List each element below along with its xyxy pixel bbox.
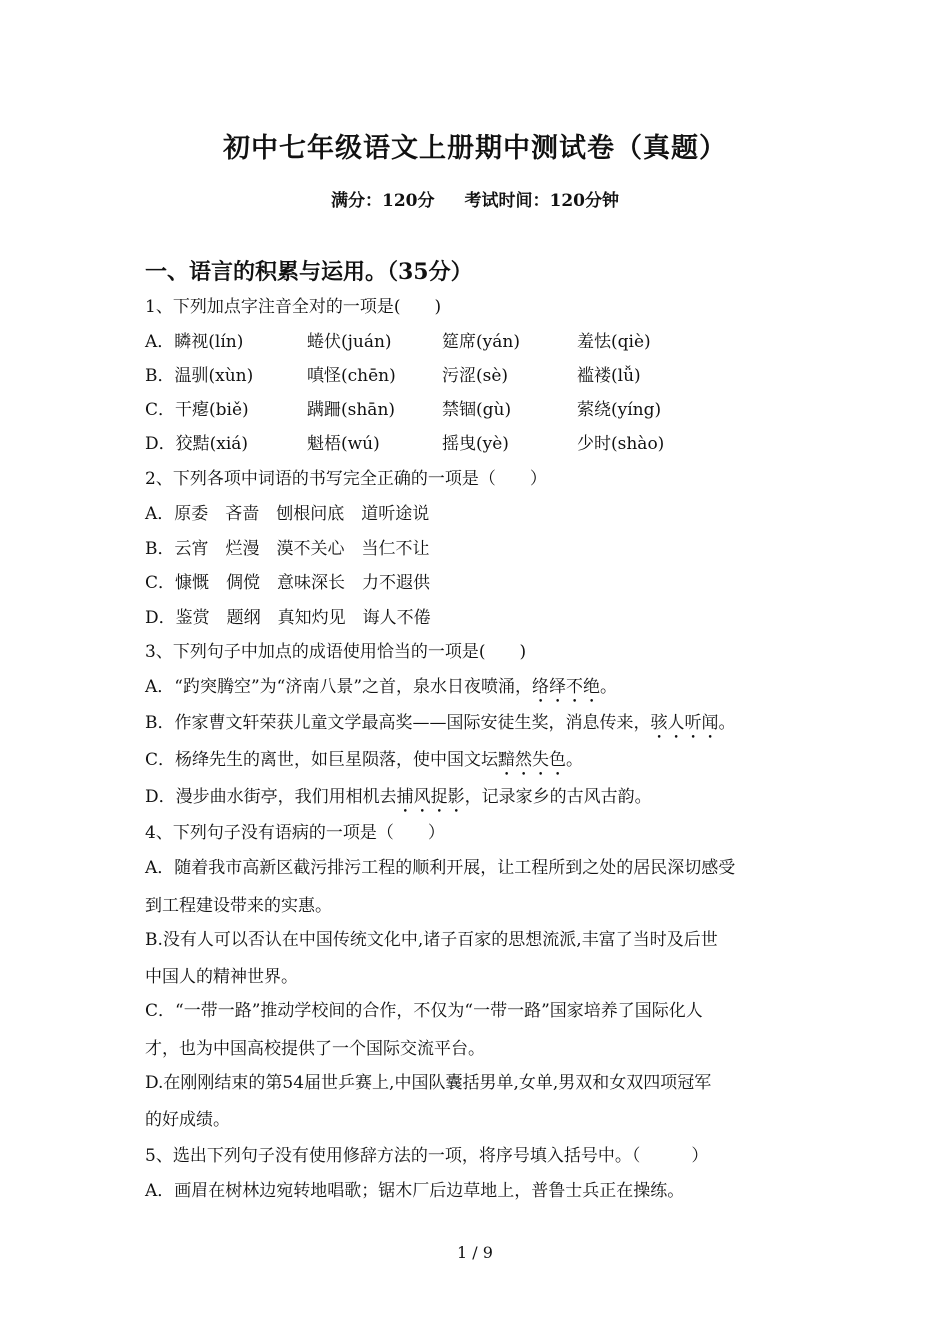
q3-stem: 3、下列句子中加点的成语使用恰当的一项是( ) [145,642,527,662]
q1-a-2: 蜷伏(juán) [307,332,392,352]
exam-time: 考试时间：120分钟 [464,191,619,211]
q1-b-4: 褴褛(lǚ) [577,366,641,386]
q2-stem: 2、下列各项中词语的书写完全正确的一项是（ ） [145,469,547,489]
q3-b-text: B．作家曹文轩荣获儿童文学最高奖——国际安徒生奖，消息传来， [145,713,651,733]
q3-d-idiom: 捕风捉影 [396,787,465,807]
q1-a-3: 筵席(yán) [442,332,520,352]
q3-option-b [145,711,736,743]
q2-option-d: D．鉴赏 题纲 真知灼见 诲人不倦 [145,608,431,628]
q1-option-c [145,398,712,422]
q1-c-2: 蹒跚(shān) [307,400,396,420]
section-heading: 一、语言的积累与运用。（35分） [145,259,473,285]
q2-option-c: C．慷慨 倜傥 意味深长 力不遐供 [145,573,431,593]
page-title: 初中七年级语文上册期中测试卷（真题） [223,133,727,164]
q1-c-3: 禁锢(gù) [442,400,512,420]
q3-option-d [145,785,652,817]
q3-a-end: 。 [600,677,618,697]
q1-c-4: 萦绕(yíng) [577,400,662,420]
page-number: 1 / 9 [457,1243,493,1262]
q1-option-b [145,364,712,388]
q4-option-a-line2: 到工程建设带来的实惠。 [145,896,332,916]
q1-b-3: 污涩(sè) [442,366,509,386]
q1-a-4: 羞怯(qiè) [577,332,651,352]
q4-option-b-line2: 中国人的精神世界。 [145,967,298,987]
q3-c-text: C．杨绛先生的离世，如巨星陨落，使中国文坛 [145,750,499,770]
q1-option-a [145,330,712,354]
q1-d-4: 少时(shào) [577,434,665,454]
q1-option-d [145,432,712,456]
q1-d-1: D．狡黠(xiá) [145,434,249,454]
q4-option-a-line1: A．随着我市高新区截污排污工程的顺利开展，让工程所到之处的居民深切感受 [145,858,736,878]
full-score: 满分：120分 [331,191,435,211]
q3-a-text: A．“趵突腾空”为“济南八景”之首，泉水日夜喷涌， [145,677,533,697]
q2-option-a: A．原委 吝啬 刨根问底 道听途说 [145,504,430,524]
q1-a-1: A．瞵视(lín) [145,332,244,352]
q3-d-text: D．漫步曲水街亭，我们用相机去 [145,787,397,807]
q5-stem: 5、选出下列句子没有使用修辞方法的一项，将序号填入括号中。（ ） [145,1146,709,1166]
q3-c-idiom: 黯然失色 [498,750,567,770]
q4-option-d-line2: 的好成绩。 [145,1110,230,1130]
q4-option-d-line1: D.在刚刚结束的第54届世乒赛上,中国队囊括男单,女单,男双和女双四项冠军 [145,1073,712,1093]
q3-option-a [145,675,617,707]
q2-option-b: B．云宵 烂漫 漠不关心 当仁不让 [145,539,430,559]
q5-option-a: A．画眉在树林边宛转地唱歌；锯木厂后边草地上，普鲁士兵正在操练。 [145,1181,685,1201]
q1-d-3: 摇曳(yè) [442,434,509,454]
q3-b-end: 。 [718,713,736,733]
q3-b-idiom: 骇人听闻 [650,713,719,733]
q1-b-1: B．温驯(xùn) [145,366,254,386]
q4-option-c-line1: C．“一带一路”推动学校间的合作，不仅为“一带一路”国家培养了国际化人 [145,1001,703,1021]
q3-a-idiom: 络绎不绝 [532,677,601,697]
q1-b-2: 嗔怪(chēn) [307,366,396,386]
q4-option-b-line1: B.没有人可以否认在中国传统文化中,诸子百家的思想流派,丰富了当时及后世 [145,930,718,950]
q1-stem: 1、下列加点字注音全对的一项是( ) [145,297,442,317]
q3-c-end: 。 [566,750,584,770]
exam-info [0,186,950,211]
q1-c-1: C．干瘪(biě) [145,400,249,420]
q4-stem: 4、下列句子没有语病的一项是（ ） [145,823,445,843]
q4-option-c-line2: 才，也为中国高校提供了一个国际交流平台。 [145,1039,485,1059]
q3-d-end: ，记录家乡的古风古韵。 [464,787,652,807]
q1-d-2: 魁梧(wú) [307,434,380,454]
q3-option-c [145,748,583,780]
